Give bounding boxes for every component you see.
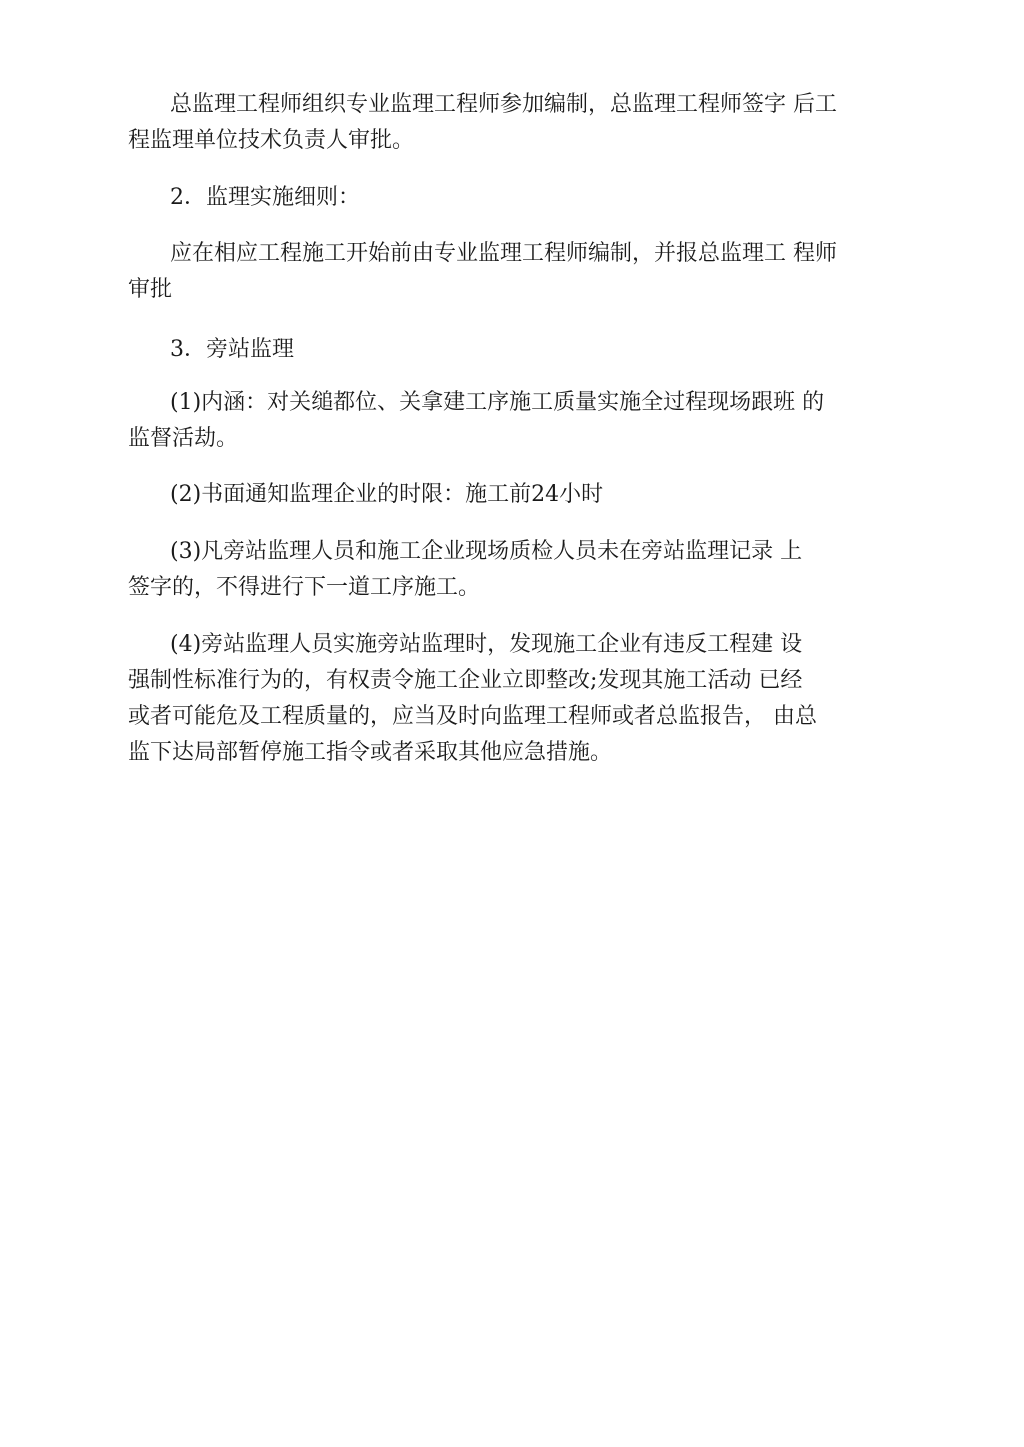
paragraph-line: 签字的，不得进行下一道工序施工。 bbox=[128, 575, 481, 600]
paragraph-line: 强制性标准行为的，有权责令施工企业立即整改;发现其施工活动 已经 bbox=[128, 668, 803, 693]
heading-supervision-implementation-rules bbox=[128, 180, 898, 216]
list-item-2-notice-deadline bbox=[128, 477, 898, 513]
paragraph-line: 审批 bbox=[128, 277, 173, 302]
heading-side-station-supervision bbox=[128, 332, 898, 368]
paragraph-line: (4)旁站监理人员实施旁站监理时，发现施工企业有违反工程建 设 bbox=[170, 632, 803, 657]
paragraph-line: 2．监理实施细则： bbox=[170, 185, 360, 210]
paragraph-line: 3．旁站监理 bbox=[170, 337, 294, 362]
paragraph-line: (3)凡旁站监理人员和施工企业现场质检人员未在旁站监理记录 上 bbox=[170, 539, 803, 564]
list-item-4-violation-handling bbox=[128, 627, 898, 771]
list-item-1-definition bbox=[128, 385, 898, 457]
paragraph-line: (1)内涵：对关缒都位、关拿建工序施工质量实施全过程现场跟班 的 bbox=[170, 390, 825, 415]
paragraph-rules-compilation bbox=[128, 236, 898, 308]
paragraph-line: (2)书面通知监理企业的时限：施工前24小时 bbox=[170, 482, 604, 507]
paragraph-line: 总监理工程师组织专业监理工程师参加编制，总监理工程师签字 后工 bbox=[170, 92, 837, 117]
list-item-3-signature-requirement bbox=[128, 534, 898, 606]
paragraph-line: 程监理单位技术负责人审批。 bbox=[128, 128, 415, 153]
paragraph-line: 或者可能危及工程质量的，应当及时向监理工程师或者总监报告， 由总 bbox=[128, 704, 817, 729]
paragraph-line: 应在相应工程施工开始前由专业监理工程师编制，并报总监理工 程师 bbox=[170, 241, 837, 266]
paragraph-chief-engineer-compilation bbox=[128, 87, 898, 159]
paragraph-line: 监下达局部暂停施工指令或者采取其他应急措施。 bbox=[128, 740, 613, 765]
paragraph-line: 监督活劫。 bbox=[128, 426, 239, 451]
